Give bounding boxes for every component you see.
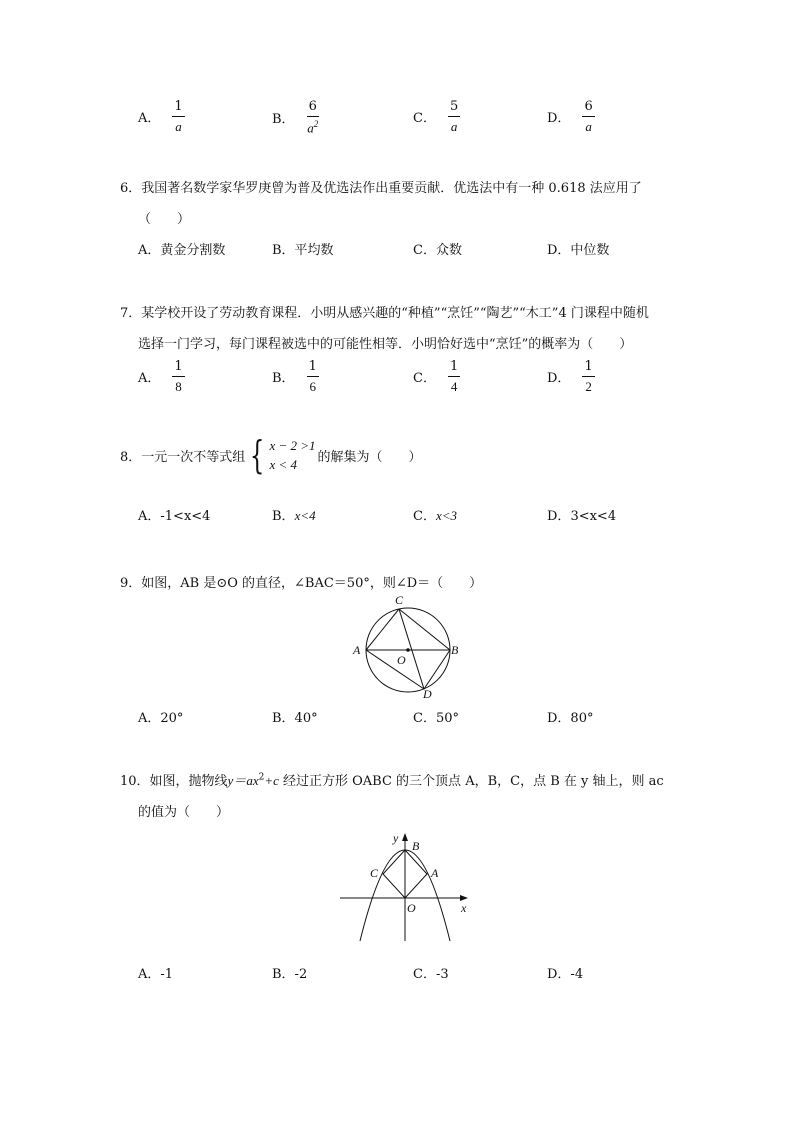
label-o: O bbox=[407, 901, 416, 915]
option-label: A． bbox=[138, 509, 161, 524]
q10-stem-line2: 的值为（ ） bbox=[138, 805, 230, 820]
fraction bbox=[172, 100, 184, 133]
q9-option-c[interactable]: C．50° bbox=[413, 711, 459, 726]
q7-option-d[interactable] bbox=[547, 360, 595, 393]
label-x: x bbox=[461, 901, 467, 915]
option-label: D． bbox=[547, 371, 571, 386]
q7-option-c[interactable] bbox=[413, 360, 460, 393]
label-a: A bbox=[431, 866, 439, 880]
label-o: O bbox=[397, 653, 406, 667]
label-d: D bbox=[423, 687, 432, 701]
option-text: x<3 bbox=[435, 508, 457, 523]
option-label: C． bbox=[413, 371, 436, 386]
option-text: 3<x<4 bbox=[570, 509, 617, 524]
denominator: a bbox=[450, 119, 458, 134]
option-label: B． bbox=[272, 111, 295, 127]
q10-stem-rest: 经过正方形 OABC 的三个顶点 A，B，C，点 B 在 y 轴上，则 ac bbox=[278, 774, 664, 789]
denominator bbox=[307, 117, 318, 134]
numerator: 1 bbox=[307, 360, 319, 377]
q5-option-b[interactable] bbox=[272, 100, 319, 134]
q6-option-d[interactable]: D．中位数 bbox=[547, 243, 610, 258]
q7-stem-line2: 选择一门学习，每门课程被选中的可能性相等．小明恰好选中“烹饪”的概率为（ ） bbox=[138, 337, 633, 352]
label-a: A bbox=[353, 643, 361, 657]
q10-option-c[interactable]: C．-3 bbox=[413, 967, 449, 982]
label-c: C bbox=[370, 866, 379, 880]
fraction bbox=[448, 360, 460, 393]
q7-option-a[interactable] bbox=[138, 360, 185, 393]
q9-stem: 9．如图，AB 是⊙O 的直径，∠BAC＝50°，则∠D＝（ ） bbox=[120, 576, 483, 591]
option-label: D． bbox=[547, 509, 571, 524]
q9-option-a[interactable]: A．20° bbox=[138, 711, 184, 726]
q10-option-d[interactable]: D．-4 bbox=[547, 967, 584, 982]
numerator: 1 bbox=[172, 100, 184, 117]
q8-prefix: 8．一元一次不等式组 bbox=[120, 449, 246, 465]
q9-option-d[interactable]: D．80° bbox=[547, 711, 594, 726]
q6-option-c[interactable]: C．众数 bbox=[413, 243, 462, 258]
fraction bbox=[307, 360, 319, 393]
denominator: a bbox=[585, 119, 592, 134]
label-b: B bbox=[412, 839, 420, 853]
q10-stem bbox=[120, 770, 664, 789]
q9-circle-figure bbox=[345, 590, 465, 705]
q7-stem: 7．某学校开设了劳动教育课程．小明从感兴趣的“种植”“烹饪”“陶艺”“木工”4 门课程中随机 bbox=[120, 306, 649, 321]
option-label: A． bbox=[138, 371, 161, 386]
option-label: B． bbox=[272, 509, 295, 524]
q10-parabola-figure bbox=[335, 826, 480, 946]
q10-option-a[interactable]: A．-1 bbox=[138, 967, 174, 982]
fraction bbox=[582, 360, 594, 393]
q8-option-c[interactable] bbox=[413, 505, 457, 524]
inequality-2: x < 4 bbox=[269, 457, 298, 472]
equation-exponent: 2 bbox=[258, 772, 265, 783]
denominator-base: a bbox=[307, 120, 314, 136]
denominator: 6 bbox=[309, 379, 316, 394]
equation-tail: +c bbox=[264, 773, 279, 788]
q5-option-a[interactable] bbox=[138, 100, 185, 133]
q8-suffix: 的解集为（ ） bbox=[317, 449, 422, 465]
fraction bbox=[448, 100, 460, 133]
label-c: C bbox=[395, 593, 404, 607]
segment-cb bbox=[399, 609, 450, 650]
denominator: 8 bbox=[175, 379, 182, 394]
fraction bbox=[307, 100, 319, 134]
option-label: B． bbox=[272, 371, 295, 386]
segment-ad bbox=[366, 650, 424, 689]
option-label: C． bbox=[413, 509, 436, 524]
q10-option-b[interactable]: B．-2 bbox=[272, 967, 308, 982]
q5-option-d[interactable] bbox=[547, 100, 595, 133]
option-label: C． bbox=[413, 111, 436, 126]
inequality-system bbox=[269, 436, 315, 474]
q5-option-c[interactable] bbox=[413, 100, 460, 133]
option-text: -1<x<4 bbox=[160, 509, 211, 524]
y-axis-arrow bbox=[402, 833, 408, 841]
q8-stem bbox=[120, 433, 422, 477]
option-label: A． bbox=[138, 111, 161, 126]
q10-stem-prefix: 10．如图，抛物线 bbox=[120, 774, 228, 789]
fraction bbox=[582, 100, 594, 133]
q6-option-a[interactable]: A．黄金分割数 bbox=[138, 243, 226, 258]
option-text: x<4 bbox=[294, 508, 316, 523]
label-y: y bbox=[393, 831, 399, 845]
q6-answer-blank: （ ） bbox=[138, 212, 191, 227]
segment-cd bbox=[399, 609, 424, 689]
q8-option-a[interactable] bbox=[138, 505, 210, 524]
option-label: D． bbox=[547, 111, 571, 126]
q7-option-b[interactable] bbox=[272, 360, 319, 393]
segment-bd bbox=[424, 650, 450, 689]
q6-option-b[interactable]: B．平均数 bbox=[272, 243, 334, 258]
numerator: 1 bbox=[582, 360, 594, 377]
numerator: 6 bbox=[307, 100, 319, 117]
fraction bbox=[172, 360, 184, 393]
parabola-equation: y＝ax bbox=[227, 773, 259, 788]
brace-glyph: { bbox=[250, 433, 265, 477]
numerator: 5 bbox=[448, 100, 460, 117]
q8-option-d[interactable] bbox=[547, 505, 616, 524]
denominator: 2 bbox=[585, 379, 592, 394]
numerator: 6 bbox=[582, 100, 594, 117]
center-point bbox=[406, 648, 410, 652]
denominator: a bbox=[175, 119, 182, 134]
label-b: B bbox=[451, 643, 459, 657]
numerator: 1 bbox=[448, 360, 460, 377]
q8-option-b[interactable] bbox=[272, 505, 316, 524]
q6-stem: 6．我国著名数学家华罗庚曾为普及优选法作出重要贡献．优选法中有一种 0.618 法应用了 bbox=[120, 181, 642, 196]
inequality-1: x − 2 >1 bbox=[269, 438, 316, 453]
exponent: 2 bbox=[313, 119, 319, 129]
numerator: 1 bbox=[172, 360, 184, 377]
q9-option-b[interactable]: B．40° bbox=[272, 711, 318, 726]
denominator: 4 bbox=[450, 379, 458, 394]
